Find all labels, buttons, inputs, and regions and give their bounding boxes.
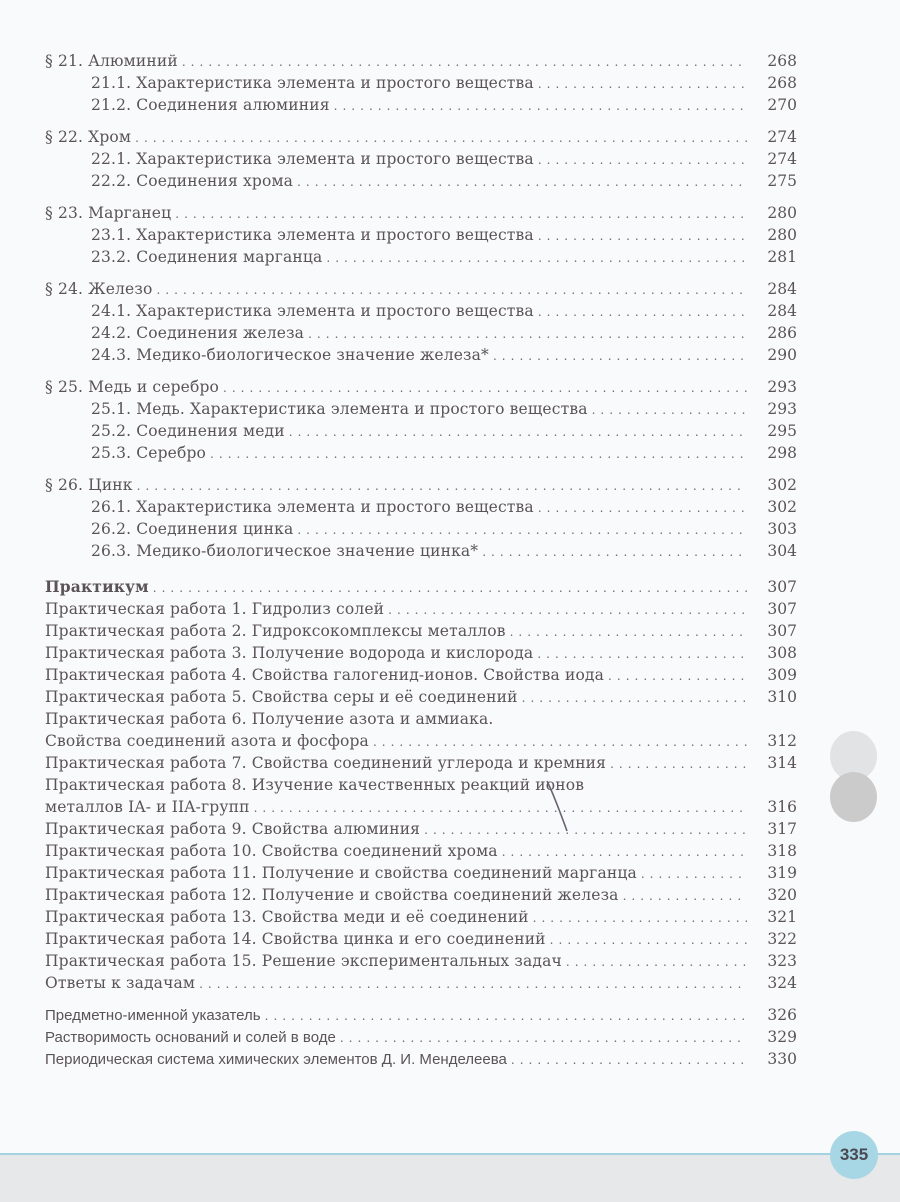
toc-answers[interactable] (45, 972, 797, 994)
toc-page-number: 290 (767, 346, 797, 364)
dot-leader (137, 475, 747, 497)
toc-entry-title: Практическая работа 4. Свойства галогенид-ионов. Свойства иода (45, 666, 605, 684)
toc-entry-title: 26.2. Соединения цинка (91, 520, 294, 538)
toc-entry-title: Периодическая система химических элементов Д. И. Менделеева (45, 1051, 507, 1068)
toc-subsection-22-2[interactable] (45, 170, 797, 192)
toc-entry-title: металлов IA- и IIA-групп (45, 798, 250, 816)
dot-leader (608, 665, 747, 687)
toc-entry-title: § 23. Марганец (45, 204, 172, 222)
toc-entry-title: Практическая работа 3. Получение водорода и кислорода (45, 644, 534, 662)
toc-entry-title: Практическая работа 7. Свойства соединений углерода и кремния (45, 754, 607, 772)
toc-subsection-24-3[interactable] (45, 344, 797, 366)
dot-leader (156, 279, 747, 301)
toc-entry-title: Практическая работа 9. Свойства алюминия (45, 820, 421, 838)
toc-page-number: 308 (767, 644, 797, 662)
toc-page-number: 317 (767, 820, 797, 838)
toc-page-number: 302 (767, 498, 797, 516)
toc-entry-title: 24.2. Соединения железа (91, 324, 305, 342)
toc-page-number: 321 (767, 908, 797, 926)
page-number: 335 (839, 1145, 869, 1164)
toc-page-number: 268 (767, 74, 797, 92)
toc-entry-title: 22.1. Характеристика элемента и простого вещества (91, 150, 534, 168)
toc-page-number: 274 (767, 128, 797, 146)
toc-practical-work-2[interactable] (45, 620, 797, 642)
toc-page-number: 270 (767, 96, 797, 114)
toc-subsection-26-2[interactable] (45, 518, 797, 540)
dot-leader (373, 731, 747, 753)
toc-practical-work-1[interactable] (45, 598, 797, 620)
dot-leader (493, 345, 747, 367)
dot-leader (623, 885, 747, 907)
dot-leader (511, 1049, 747, 1071)
toc-subsection-24-2[interactable] (45, 322, 797, 344)
toc-entry-title: Практическая работа 15. Решение экспериментальных задач (45, 952, 562, 970)
toc-entry-title: Практическая работа 13. Свойства меди и её соединений (45, 908, 529, 926)
toc-page-number: 316 (767, 798, 797, 816)
toc-page-number: 280 (767, 226, 797, 244)
dot-leader (424, 819, 747, 841)
dot-leader (153, 577, 747, 599)
toc-entry-title: 26.3. Медико-биологическое значение цинка* (91, 542, 479, 560)
dot-leader (334, 95, 747, 117)
toc-entry-title: 25.1. Медь. Характеристика элемента и простого вещества (91, 400, 588, 418)
toc-practical-work-6[interactable] (45, 708, 797, 730)
toc-practical-work-9[interactable] (45, 818, 797, 840)
toc-subsection-23-1[interactable] (45, 224, 797, 246)
toc-entry-title: § 22. Хром (45, 128, 132, 146)
toc-practical-work-15[interactable] (45, 950, 797, 972)
toc-entry-title: 21.1. Характеристика элемента и простого вещества (91, 74, 534, 92)
toc-page-number: 319 (767, 864, 797, 882)
toc-subsection-22-1[interactable] (45, 148, 797, 170)
toc-page-number: 322 (767, 930, 797, 948)
toc-page-number: 323 (767, 952, 797, 970)
dot-leader (308, 323, 747, 345)
toc-page-number: 302 (767, 476, 797, 494)
toc-page-number: 307 (767, 600, 797, 618)
toc-entry-title: § 24. Железо (45, 280, 153, 298)
toc-entry-title: Ответы к задачам (45, 974, 196, 992)
pen-mark-decoration (545, 779, 575, 839)
toc-practical-work-8[interactable] (45, 774, 797, 796)
dot-leader (135, 127, 747, 149)
toc-entry-title: Свойства соединений азота и фосфора (45, 732, 369, 750)
dot-leader (538, 149, 747, 171)
toc-page-number: 295 (767, 422, 797, 440)
toc-page-number: 307 (767, 622, 797, 640)
toc-practical-work-14[interactable] (45, 928, 797, 950)
toc-page-number: 268 (767, 52, 797, 70)
toc-page-number: 275 (767, 172, 797, 190)
dot-leader (537, 643, 747, 665)
toc-page-number: 314 (767, 754, 797, 772)
page-number-badge (830, 1131, 878, 1179)
toc-subsection-24-1[interactable] (45, 300, 797, 322)
dot-leader (265, 1005, 747, 1027)
dot-leader (223, 377, 747, 399)
toc-practical-work-6-cont[interactable] (45, 730, 797, 752)
dot-leader (199, 973, 747, 995)
dot-leader (566, 951, 747, 973)
toc-subsection-25-3[interactable] (45, 442, 797, 464)
toc-entry-title: 21.2. Соединения алюминия (91, 96, 330, 114)
toc-entry-title: 25.3. Серебро (91, 444, 207, 462)
toc-page-number: 329 (767, 1028, 797, 1046)
dot-leader (175, 203, 747, 225)
toc-page-number: 293 (767, 378, 797, 396)
dot-leader (182, 51, 747, 73)
toc-entry-title: Предметно-именной указатель (45, 1007, 261, 1024)
toc-page-number: 312 (767, 732, 797, 750)
toc-section-23[interactable] (45, 202, 797, 224)
toc-page-number: 330 (767, 1050, 797, 1068)
toc-entry-title: 26.1. Характеристика элемента и простого вещества (91, 498, 534, 516)
toc-page-number: 303 (767, 520, 797, 538)
toc-page-number: 318 (767, 842, 797, 860)
toc-entry-title: § 21. Алюминий (45, 52, 178, 70)
dot-leader (538, 497, 747, 519)
dot-leader (641, 863, 747, 885)
toc-entry-title: 23.1. Характеристика элемента и простого вещества (91, 226, 534, 244)
toc-periodic-table[interactable] (45, 1048, 797, 1070)
toc-page-number: 324 (767, 974, 797, 992)
toc-page-number: 286 (767, 324, 797, 342)
dot-leader (482, 541, 747, 563)
decorative-circle-gray (830, 772, 877, 822)
toc-page-number: 284 (767, 280, 797, 298)
toc-entry-title: § 26. Цинк (45, 476, 133, 494)
toc-entry-title: Практическая работа 14. Свойства цинка и его соединений (45, 930, 546, 948)
toc-entry-title: Практикум (45, 577, 149, 596)
toc-entry-title: 23.2. Соединения марганца (91, 248, 323, 266)
toc-section-26[interactable] (45, 474, 797, 496)
toc-page-number: 284 (767, 302, 797, 320)
dot-leader (510, 621, 747, 643)
toc-subsection-25-2[interactable] (45, 420, 797, 442)
dot-leader (538, 73, 747, 95)
dot-leader (538, 225, 747, 247)
dot-leader (538, 301, 747, 323)
dot-leader (550, 929, 747, 951)
toc-page-number: 309 (767, 666, 797, 684)
toc-page-number: 274 (767, 150, 797, 168)
toc-entry-title: Практическая работа 5. Свойства серы и её соединений (45, 688, 518, 706)
toc-entry-title: § 25. Медь и серебро (45, 378, 219, 396)
dot-leader (326, 247, 747, 269)
toc-entry-title: 25.2. Соединения меди (91, 422, 285, 440)
dot-leader (297, 519, 747, 541)
toc-subsection-23-2[interactable] (45, 246, 797, 268)
toc-section-21[interactable] (45, 50, 797, 72)
dot-leader (502, 841, 747, 863)
toc-entry-title: Практическая работа 11. Получение и свойства соединений марганца (45, 864, 637, 882)
toc-page-number: 320 (767, 886, 797, 904)
toc-solubility-table[interactable] (45, 1026, 797, 1048)
toc-practical-work-5[interactable] (45, 686, 797, 708)
toc-practical-work-7[interactable] (45, 752, 797, 774)
toc-entry-title: 24.3. Медико-биологическое значение железа* (91, 346, 489, 364)
dot-leader (254, 797, 747, 819)
toc-entry-title: Практическая работа 6. Получение азота и аммиака. (45, 710, 494, 728)
toc-page-number: 304 (767, 542, 797, 560)
toc-subsection-25-1[interactable] (45, 398, 797, 420)
dot-leader (297, 171, 747, 193)
toc-practical-work-3[interactable] (45, 642, 797, 664)
toc-subsection-21-2[interactable] (45, 94, 797, 116)
toc-entry-title: Практическая работа 2. Гидроксокомплексы металлов (45, 622, 506, 640)
toc-practical-work-8-cont[interactable] (45, 796, 797, 818)
toc-section-22[interactable] (45, 126, 797, 148)
toc-section-24[interactable] (45, 278, 797, 300)
dot-leader (533, 907, 747, 929)
toc-page-number: 280 (767, 204, 797, 222)
toc-page-number: 298 (767, 444, 797, 462)
dot-leader (592, 399, 747, 421)
toc-entry-title: Практическая работа 12. Получение и свойства соединений железа (45, 886, 619, 904)
dot-leader (210, 443, 747, 465)
toc-entry-title: Практическая работа 8. Изучение качественных реакций ионов (45, 776, 585, 794)
toc-practical-work-4[interactable] (45, 664, 797, 686)
toc-section-25[interactable] (45, 376, 797, 398)
toc-entry-title: Практическая работа 1. Гидролиз солей (45, 600, 385, 618)
toc-entry-title: 24.1. Характеристика элемента и простого вещества (91, 302, 534, 320)
toc-practical-work-13[interactable] (45, 906, 797, 928)
toc-subject-index[interactable] (45, 1004, 797, 1026)
toc-page-number: 293 (767, 400, 797, 418)
toc-subsection-26-1[interactable] (45, 496, 797, 518)
toc-practical-work-10[interactable] (45, 840, 797, 862)
toc-practicum-heading[interactable] (45, 576, 797, 598)
toc-page-number: 326 (767, 1006, 797, 1024)
toc-practical-work-12[interactable] (45, 884, 797, 906)
toc-practical-work-11[interactable] (45, 862, 797, 884)
toc-entry-title: Растворимость оснований и солей в воде (45, 1029, 336, 1046)
toc-subsection-21-1[interactable] (45, 72, 797, 94)
toc-page-number: 310 (767, 688, 797, 706)
toc-entry-title: 22.2. Соединения хрома (91, 172, 294, 190)
dot-leader (340, 1027, 747, 1049)
toc-page-number: 281 (767, 248, 797, 266)
toc-entry-title: Практическая работа 10. Свойства соединений хрома (45, 842, 498, 860)
dot-leader (610, 753, 747, 775)
dot-leader (388, 599, 747, 621)
dot-leader (289, 421, 747, 443)
table-of-contents (45, 50, 797, 1070)
dot-leader (522, 687, 747, 709)
toc-subsection-26-3[interactable] (45, 540, 797, 562)
page-bottom-band (0, 1153, 900, 1202)
toc-page-number: 307 (767, 578, 797, 596)
